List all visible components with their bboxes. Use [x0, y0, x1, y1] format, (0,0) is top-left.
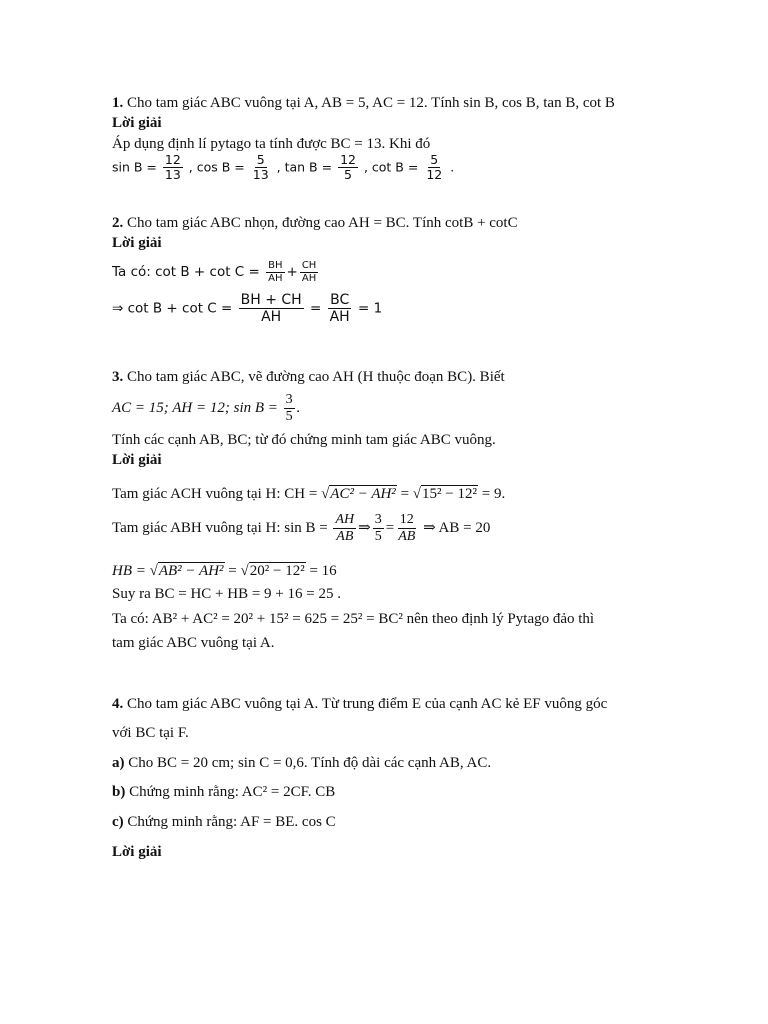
problem-1-trig-values: sin B = $\frac{12}{13}$ , cos B = $\frac{5}{13}$ , tan B = $\frac{12}{5}$ , cot B = $\frac{5}{12}$ .	[112, 152, 455, 183]
problem-1-text: Cho tam giác ABC vuông tại A, AB = 5, AC = 12. Tính sin B, cos B, tan B, cot B	[127, 95, 615, 111]
problem-3-step-1: Tam giác ACH vuông tại H: CH = √AC² − AH² = √15² − 12² = 9.	[112, 486, 506, 502]
tanb-label: , tan B =	[276, 159, 333, 175]
problem-3-statement	[112, 367, 505, 387]
problem-3-step-5: Ta có: AB² + AC² = 20² + 15² = 625 = 25² = BC² nên theo định lý Pytago đảo thì	[112, 611, 595, 627]
sinb-fraction: $\frac{12}{13}$	[164, 152, 181, 183]
problem-3-step-4: Suy ra BC = HC + HB = 9 + 16 = 25 .	[112, 586, 341, 602]
sinb-given-fraction: $\frac{3}{5}$	[285, 392, 293, 425]
bc-over-ah-fraction: $\frac{BC}{AH}$	[329, 292, 350, 326]
problem-4-part-b: b) Chứng minh rằng: AC² = 2CF. CB	[112, 784, 336, 800]
problem-4-text-2: với BC tại F.	[112, 725, 189, 741]
ch-over-ah-fraction: $\frac{CH}{AH}$	[301, 260, 317, 284]
sum-over-ah-fraction: $\frac{BH + CH}{AH}$	[240, 292, 302, 326]
problem-2-text: Cho tam giác ABC nhọn, đường cao AH = BC. Tính cotB + cotC	[127, 215, 518, 231]
problem-2-line-1: Ta có: cot B + cot C = $\frac{BH}{AH}$ + $\frac{CH}{AH}$	[112, 260, 317, 284]
twelve-over-ab-fraction: $\frac{12}{AB}$	[398, 512, 416, 545]
problem-2-solution-label: Lời giải	[112, 235, 162, 251]
problem-4-number: 4.	[112, 696, 124, 712]
cosb-fraction: $\frac{5}{13}$	[252, 152, 269, 183]
bh-over-ah-fraction: $\frac{BH}{AH}$	[268, 260, 283, 284]
problem-3-given: AC = 15; AH = 12; sin B = $\frac{3}{5}$ .	[112, 392, 301, 425]
problem-3-step-3: HB = √AB² − AH² = √20² − 12² = 16	[112, 563, 337, 579]
problem-4-text-1: Cho tam giác ABC vuông tại A. Từ trung điểm E của cạnh AC kẻ EF vuông góc	[127, 696, 608, 712]
radical-20-12: 20² − 12²	[249, 563, 305, 579]
problem-2-line-2: ⇒ cot B + cot C = $\frac{BH + CH}{AH}$ = $\frac{BC}{AH}$ = 1	[112, 292, 383, 326]
problem-4-statement	[112, 694, 607, 714]
problem-1-statement	[112, 93, 615, 113]
radical-15-12: 15² − 12²	[422, 486, 477, 502]
radical-ab-ah: AB² − AH²	[158, 563, 224, 579]
problem-4-solution-label: Lời giải	[112, 844, 162, 860]
problem-1-number: 1.	[112, 95, 124, 111]
problem-1-solution-line: Áp dụng định lí pytago ta tính được BC = 13. Khi đó	[112, 136, 431, 152]
problem-3-text: Cho tam giác ABC, vẽ đường cao AH (H thuộc đoạn BC). Biết	[127, 369, 505, 385]
radical-ac-ah: AC² − AH²	[330, 486, 396, 502]
problem-4-part-a: a) Cho BC = 20 cm; sin C = 0,6. Tính độ dài các cạnh AB, AC.	[112, 755, 492, 771]
problem-3-task: Tính các cạnh AB, BC; từ đó chứng minh tam giác ABC vuông.	[112, 432, 496, 448]
ah-over-ab-fraction: $\frac{AH}{AB}$	[335, 512, 355, 545]
problem-1-solution-label: Lời giải	[112, 115, 162, 131]
cosb-label: , cos B =	[188, 159, 245, 175]
three-fifths-fraction: $\frac{3}{5}$	[374, 512, 382, 545]
problem-4-part-c: c) Chứng minh rằng: AF = BE. cos C	[112, 814, 336, 830]
cotb-label: , cot B =	[363, 159, 419, 175]
cotb-fraction: $\frac{5}{12}$	[426, 152, 443, 183]
tanb-fraction: $\frac{12}{5}$	[340, 152, 356, 183]
sinb-label: sin B =	[112, 159, 157, 175]
problem-2-number: 2.	[112, 215, 124, 231]
problem-3-step-2: Tam giác ABH vuông tại H: sin B = $\frac{AH}{AB}$ ⇒ $\frac{3}{5}$ = $\frac{12}{AB}$ ⇒ AB = 20	[112, 512, 491, 545]
problem-3-solution-label: Lời giải	[112, 452, 162, 468]
problem-3-step-6: tam giác ABC vuông tại A.	[112, 635, 275, 651]
problem-3-number: 3.	[112, 369, 124, 385]
problem-2-statement	[112, 213, 518, 233]
